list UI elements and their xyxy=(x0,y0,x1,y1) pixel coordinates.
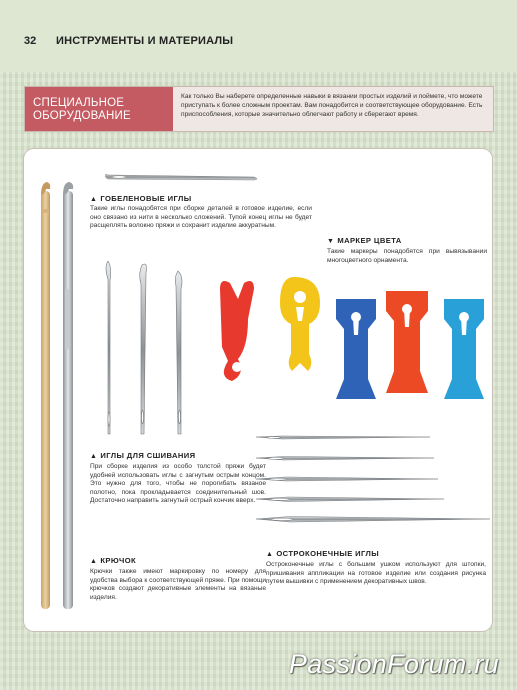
tapestry-needles-title: ГОБЕЛЕНОВЫЕ ИГЛЫ xyxy=(100,194,192,203)
red-bobbin xyxy=(220,281,254,381)
cyan-bobbin xyxy=(444,299,484,399)
pointed-needles xyxy=(256,436,490,522)
section-label-block xyxy=(25,87,173,131)
color-marker-heading xyxy=(327,236,402,245)
wooden-crochet-hook xyxy=(41,182,50,609)
chapter-title: ИНСТРУМЕНТЫ И МАТЕРИАЛЫ xyxy=(56,35,234,47)
tapestry-needles-text: Такие иглы понадобятся при сборке деталей в готовое изделие, если оно связано из нити в несколько сложений. Тупой конец иглы не будет расщеплять волокно пряжи и сохранит изделие аккуратным. xyxy=(90,205,312,230)
page-number: 32 xyxy=(24,35,37,47)
metal-crochet-hook xyxy=(63,182,73,609)
tapestry-needle xyxy=(105,174,257,180)
crochet-hook-text: Крючки также имеют маркировку по номеру для удобства выбора к соответствующей пряже. При помощи крючков создают декоративные элементы на вязаные изделия. xyxy=(90,568,266,601)
blue-bobbin xyxy=(336,299,376,399)
sewing-needles-text: При сборке изделия из особо толстой пряжи будет удобней использовать иглы с загнутым острым концом. Это нужно для того, чтобы не порогибать вязаное полотно, пока прокладывается соединительный шов. Достаточно направить загнутый острый кончик вверх. xyxy=(90,463,266,505)
color-marker-title: МАРКЕР ЦВЕТА xyxy=(337,236,402,245)
sewing-needles-title: ИГЛЫ ДЛЯ СШИВАНИЯ xyxy=(100,451,196,460)
triangle-up-icon: ▲ xyxy=(90,558,98,565)
section-intro-box xyxy=(24,86,494,132)
sewing-needles-heading xyxy=(90,451,195,460)
crochet-hook-heading xyxy=(90,556,136,565)
watermark: PassionForum.ru xyxy=(288,649,499,679)
pointed-needles-heading xyxy=(266,549,379,558)
bent-sewing-needles xyxy=(106,261,182,434)
tools-panel xyxy=(24,149,492,631)
section-intro-text: Как только Вы наберете определенные навыки в вязании простых изделий и поймете, что можете приступать к более сложным проектам. Вам понадобится и соответствующее оборудование. Есть приспособления, которые значительно облегчают работу и сберегают время. xyxy=(181,93,483,118)
section-label: СПЕЦИАЛЬНОЕ ОБОРУДОВАНИЕ xyxy=(33,97,131,122)
yellow-bobbin xyxy=(280,277,320,371)
triangle-down-icon: ▼ xyxy=(327,238,335,245)
triangle-up-icon: ▲ xyxy=(90,453,98,460)
pointed-needles-text: Остроконечные иглы с большим ушком используют для штопки, пришивания аппликации на готовое изделие или создания рисунка путем вышивки с применением декоративных швов. xyxy=(266,561,486,586)
tapestry-needles-heading xyxy=(90,194,192,203)
color-marker-text: Такие маркеры понадобятся при вывязывании многоцветного орнамента. xyxy=(327,248,487,264)
orange-bobbin xyxy=(386,291,428,393)
crochet-hook-title: КРЮЧОК xyxy=(100,556,137,565)
pointed-needles-title: ОСТРОКОНЕЧНЫЕ ИГЛЫ xyxy=(276,549,380,558)
triangle-up-icon: ▲ xyxy=(266,551,274,558)
triangle-up-icon: ▲ xyxy=(90,196,98,203)
